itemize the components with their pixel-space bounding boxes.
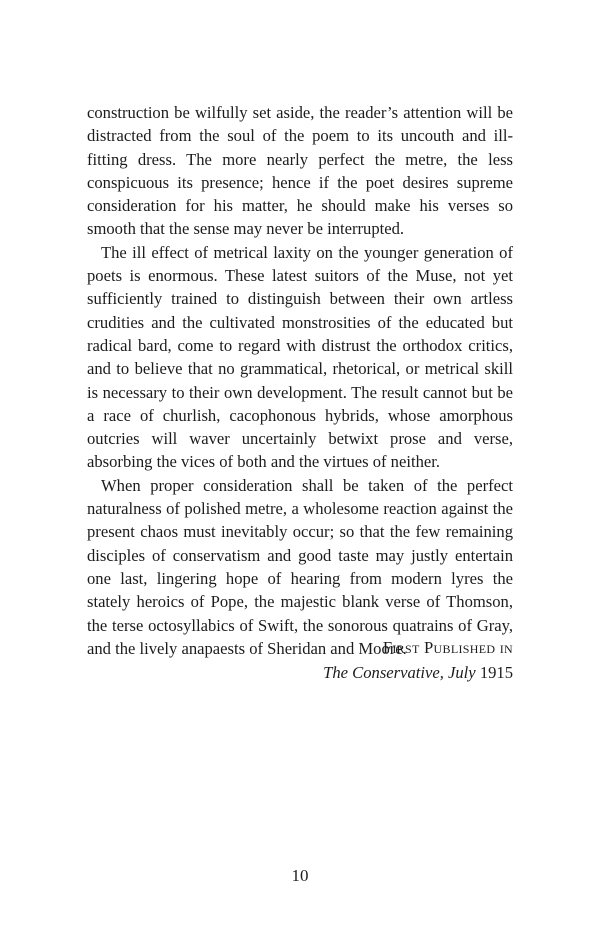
paragraph-continued: construction be wilfully set aside, the reader’s attention will be distracted from the soul of the poem to its uncouth and ill-fitting dress. The more nearly perfect the metre, the less conspicuous its presence; hence if the poet desires supreme consideration for his matter, he should make his verses so smooth that the sense may never be interrupted. [87, 103, 513, 239]
first-published-label: First Published in [382, 638, 513, 657]
paragraph-proper-consideration: When proper consideration shall be taken of the perfect naturalness of polished metre, a wholesome reaction against the present chaos must inevitably occur; so that the few remaining disciples of conservatism and good taste may justly entertain one last, lingering hope of hearing from modern lyres the stately heroics of Pope, the majestic blank verse of Thomson, the terse octosyllabics of Swift, the sonorous quatrains of Gray, and the lively anapaests of Sheridan and Moore. [87, 475, 513, 658]
publication-name: The Conservative, July [323, 663, 476, 682]
publication-year: 1915 [479, 663, 513, 682]
publication-line [323, 660, 513, 685]
paragraph-metrical-laxity: The ill effect of metrical laxity on the younger generation of poets is enormous. These latest suitors of the Muse, not yet sufficiently trained to distinguish between their own artless crudities and the cultivated monstrosities of the educated but radical bard, come to regard with distrust the orthodox critics, and to believe that no grammatical, rhetorical, or metrical skill is necessary to their own development. The result cannot but be a race of churlish, cacophonous hybrids, whose amorphous outcries will waver uncertainly betwixt prose and verse, absorbing the vices of both and the virtues of neither. [87, 242, 513, 472]
publication-note [323, 635, 513, 685]
body-text [87, 101, 513, 660]
page-number: 10 [291, 866, 309, 885]
